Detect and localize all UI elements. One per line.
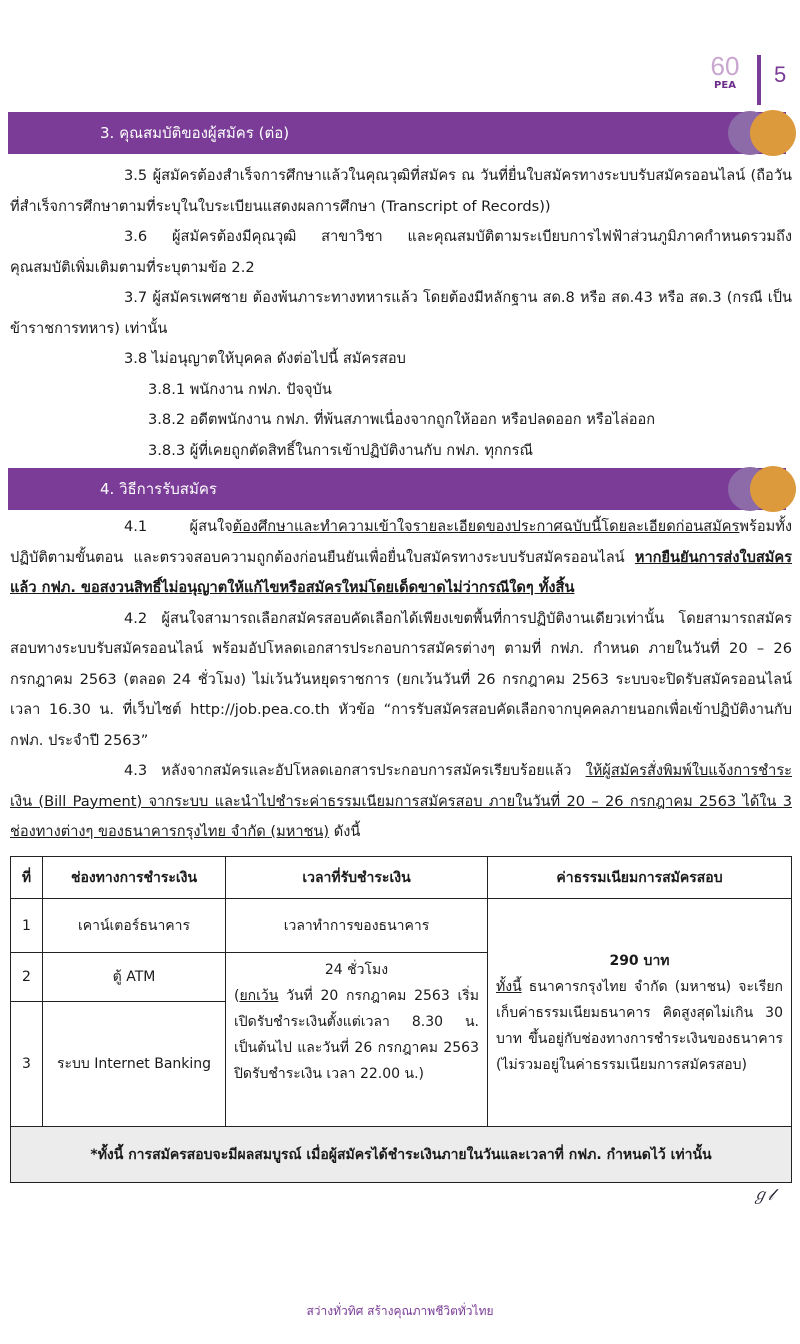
table-row xyxy=(11,899,792,953)
text-bold-underlined: หากยืนยันการส่งใบสมัครแล้ว กฟภ. ขอสงวนสิทธิ์ไม่อนุญาตให้แก้ไขหรือสมัครใหม่โดยเด็ดขาดไม่ว่ากรณีใดๆ ทั้งสิ้น xyxy=(10,548,792,596)
text: 4.1 ผู้สนใจ xyxy=(124,518,233,535)
payment-table xyxy=(10,856,792,1183)
col-header-time: เวลาที่รับชำระเงิน xyxy=(226,857,488,899)
col-header-fee: ค่าธรรมเนียมการสมัครสอบ xyxy=(488,857,792,899)
time-detail: วันที่ 20 กรกฎาคม 2563 เริ่มเปิดรับชำระเงินตั้งแต่เวลา 8.30 น. เป็นต้นไป และวันที่ 26 กรกฎาคม 2563 ปิดรับชำระเงิน เวลา 22.00 น.) xyxy=(234,988,479,1082)
pea-60-logo xyxy=(700,52,750,104)
item-3-6: 3.6 ผู้สมัครต้องมีคุณวุฒิ สาขาวิชา และคุณสมบัติตามระเบียบการไฟฟ้าส่วนภูมิภาคกำหนดรวมถึงคุณสมบัติเพิ่มเติมตามที่ระบุตามข้อ 2.2 xyxy=(10,228,792,276)
section-3-title: 3. คุณสมบัติของผู้สมัคร (ต่อ) xyxy=(100,124,290,142)
banner-circle-orange xyxy=(750,466,796,512)
col-header-channel: ช่องทางการชำระเงิน xyxy=(43,857,226,899)
signature: ℊ𝓁 xyxy=(752,1185,774,1204)
text-underlined: ให้ผู้สมัครสั่งพิมพ์ใบแจ้งการชำระเงิน (Bill Payment) จากระบบ และนำไปชำระค่าธรรมเนียมการสมัครสอบ ภายในวันที่ 20 – 26 กรกฎาคม 2563 ได้ใน 3 ช่องทางต่างๆ ของธนาคารกรุงไทย จำกัด (มหาชน) xyxy=(10,762,792,840)
item-3-7: 3.7 ผู้สมัครเพศชาย ต้องพ้นภาระทางทหารแล้ว โดยต้องมีหลักฐาน สด.8 หรือ สด.43 หรือ สด.3 (กรณี เป็นข้าราชการทหาร) เท่านั้น xyxy=(10,289,792,337)
section-3-banner xyxy=(8,112,786,154)
table-footnote: *ทั้งนี้ การสมัครสอบจะมีผลสมบูรณ์ เมื่อผู้สมัครได้ชำระเงินภายในวันและเวลาที่ กฟภ. กำหนดไว้ เท่านั้น xyxy=(11,1127,792,1183)
section-3-body xyxy=(10,161,792,466)
item-3-8-3: 3.8.3 ผู้ที่เคยถูกตัดสิทธิ์ในการเข้าปฏิบัติงานกับ กฟภ. ทุกกรณี xyxy=(148,441,534,459)
col-header-no: ที่ xyxy=(11,857,43,899)
row-no: 3 xyxy=(11,1002,43,1127)
page-number: 5 xyxy=(774,62,787,87)
footer-slogan: สว่างทั่วทิศ สร้างคุณภาพชีวิตทั่วไทย xyxy=(306,1304,494,1318)
row-time: เวลาทำการของธนาคาร xyxy=(226,899,488,953)
section-4-banner xyxy=(8,468,786,510)
time-except: ยกเว้น xyxy=(239,988,279,1004)
fee-note-lead: ทั้งนี้ xyxy=(496,978,522,995)
logo-60: 60 xyxy=(710,51,740,81)
time-cell-atm-internet xyxy=(226,953,488,1127)
fee-note: ธนาคารกรุงไทย จำกัด (มหาชน) จะเรียกเก็บค่าธรรมเนียมธนาคาร คิดสูงสุดไม่เกิน 30 บาท ขึ้นอยู่กับช่องทางการชำระเงินของธนาคาร (ไม่รวมอยู่ในค่าธรรมเนียมการสมัครสอบ) xyxy=(496,978,783,1073)
text: ดังนี้ xyxy=(329,823,361,840)
item-3-8: 3.8 ไม่อนุญาตให้บุคคล ดังต่อไปนี้ สมัครสอบ xyxy=(124,350,406,367)
item-3-8-1: 3.8.1 พนักงาน กฟภ. ปัจจุบัน xyxy=(148,380,332,398)
header-divider xyxy=(757,55,761,105)
fee-amount: 290 บาท xyxy=(609,952,670,969)
item-4-2: 4.2 ผู้สนใจสามารถเลือกสมัครสอบคัดเลือกได้เพียงเขตพื้นที่การปฏิบัติงานเดียวเท่านั้น โดยสามารถสมัครสอบทางระบบรับสมัครออนไลน์ พร้อมอัปโหลดเอกสารประกอบการสมัครต่างๆ ตามที่ กฟภ. กำหนด ภายในวันที่ 20 – 26 กรกฎาคม 2563 (ตลอด 24 ชั่วโมง) ไม่เว้นวันหยุดราชการ (ยกเว้นวันที่ 26 กรกฎาคม 2563 ระบบจะปิดรับสมัครออนไลน์ เวลา 16.30 น. ที่เว็บไซต์ http://job.pea.co.th หัวข้อ “การรับสมัครสอบคัดเลือกจากบุคคลภายนอกเพื่อเข้าปฏิบัติงานกับ กฟภ. ประจำปี 2563” xyxy=(10,609,792,749)
section-4-body xyxy=(10,512,792,848)
row-channel: ระบบ Internet Banking xyxy=(43,1002,226,1127)
fee-cell xyxy=(488,899,792,1127)
item-4-1 xyxy=(10,512,792,604)
row-no: 1 xyxy=(11,899,43,953)
time-24h: 24 ชั่วโมง xyxy=(324,962,389,978)
banner-circle-orange xyxy=(750,110,796,156)
item-3-8-2: 3.8.2 อดีตพนักงาน กฟภ. ที่พ้นสภาพเนื่องจากถูกให้ออก หรือปลดออก หรือไล่ออก xyxy=(148,411,656,428)
row-channel: ตู้ ATM xyxy=(43,953,226,1002)
item-3-5: 3.5 ผู้สมัครต้องสำเร็จการศึกษาแล้วในคุณวุฒิที่สมัคร ณ วันที่ยื่นใบสมัครทางระบบรับสมัครออนไลน์ (ถือวันที่สำเร็จการศึกษาตามที่ระบุในใบระเบียนแสดงผลการศึกษา (Transcript of Records)) xyxy=(10,167,792,215)
logo-pea: PEA xyxy=(714,80,736,91)
paren: ( xyxy=(234,988,240,1004)
item-4-3 xyxy=(10,756,792,848)
section-4-title: 4. วิธีการรับสมัคร xyxy=(100,480,217,498)
text: 4.3 หลังจากสมัครและอัปโหลดเอกสารประกอบการสมัครเรียบร้อยแล้ว xyxy=(124,762,586,779)
text: พร้อมทั้งปฏิบัติตามขั้นตอน และตรวจสอบความถูกต้องก่อนยืนยันเพื่อยื่นใบสมัครทางระบบรับสมัครออนไลน์ xyxy=(10,518,792,566)
table-footnote-row xyxy=(11,1127,792,1183)
row-channel: เคาน์เตอร์ธนาคาร xyxy=(43,899,226,953)
row-no: 2 xyxy=(11,953,43,1002)
text-underlined: ต้องศึกษาและทำความเข้าใจรายละเอียดของประกาศฉบับนี้โดยละเอียดก่อนสมัคร xyxy=(232,518,740,535)
